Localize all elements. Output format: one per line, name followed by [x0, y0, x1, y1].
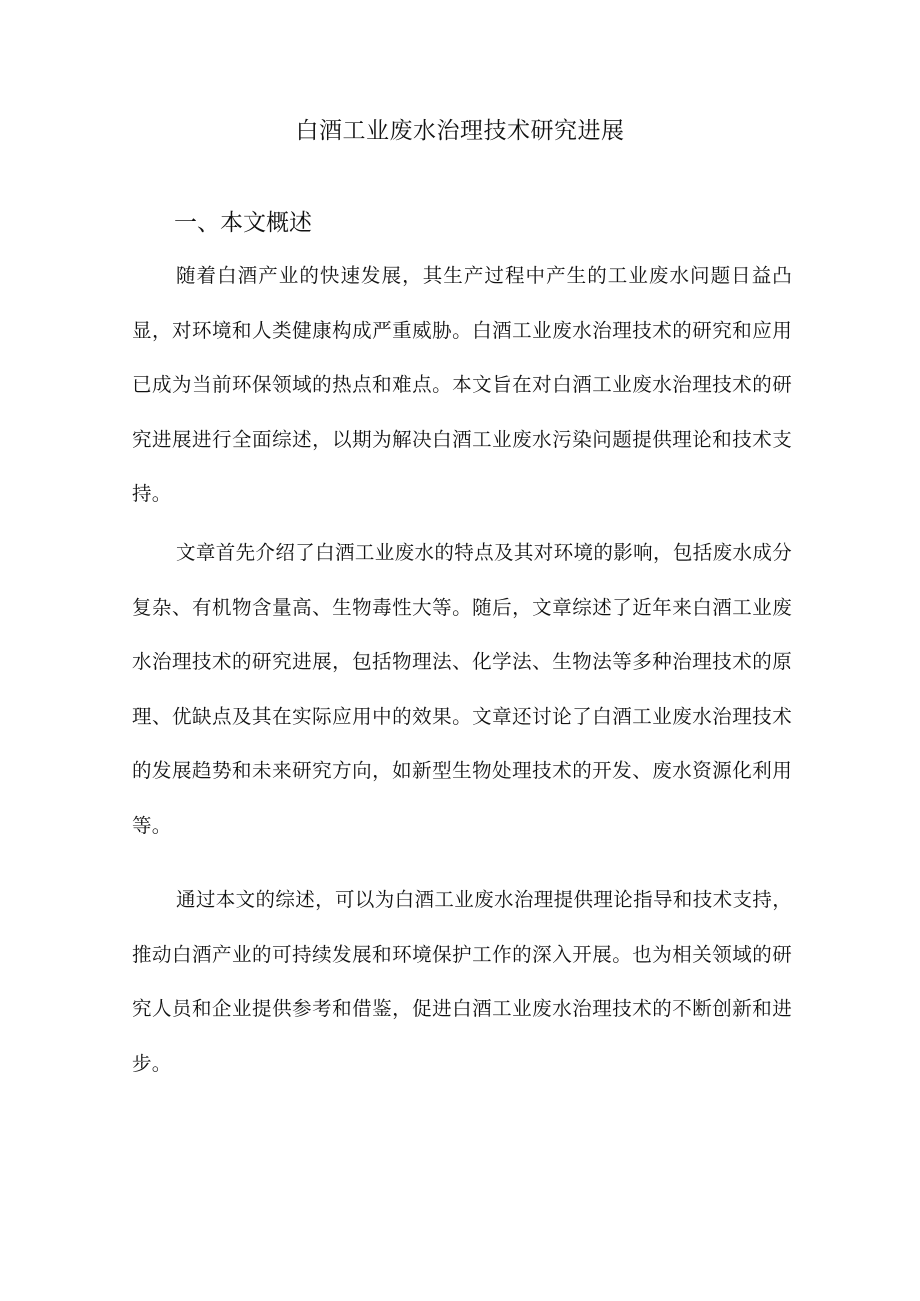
- paragraph-intro: 随着白酒产业的快速发展，其生产过程中产生的工业废水问题日益凸显，对环境和人类健康构成严重威胁。白酒工业废水治理技术的研究和应用已成为当前环保领域的热点和难点。本文旨在对白酒工业废水治理技术的研究进展进行全面综述，以期为解决白酒工业废水污染问题提供理论和技术支持。: [132, 264, 792, 505]
- paragraph-conclusion: 通过本文的综述，可以为白酒工业废水治理提供理论指导和技术支持，推动白酒产业的可持续发展和环境保护工作的深入开展。也为相关领域的研究人员和企业提供参考和借鉴，促进白酒工业废水治理技术的不断创新和进步。: [132, 888, 792, 1075]
- paragraph-content-summary: 文章首先介绍了白酒工业废水的特点及其对环境的影响，包括废水成分复杂、有机物含量高、生物毒性大等。随后，文章综述了近年来白酒工业废水治理技术的研究进展，包括物理法、化学法、生物法等多种治理技术的原理、优缺点及其在实际应用中的效果。文章还讨论了白酒工业废水治理技术的发展趋势和未来研究方向，如新型生物处理技术的开发、废水资源化利用等。: [132, 541, 792, 837]
- section-heading-overview: 一、本文概述: [174, 210, 312, 236]
- document-title: 白酒工业废水治理技术研究进展: [295, 118, 625, 144]
